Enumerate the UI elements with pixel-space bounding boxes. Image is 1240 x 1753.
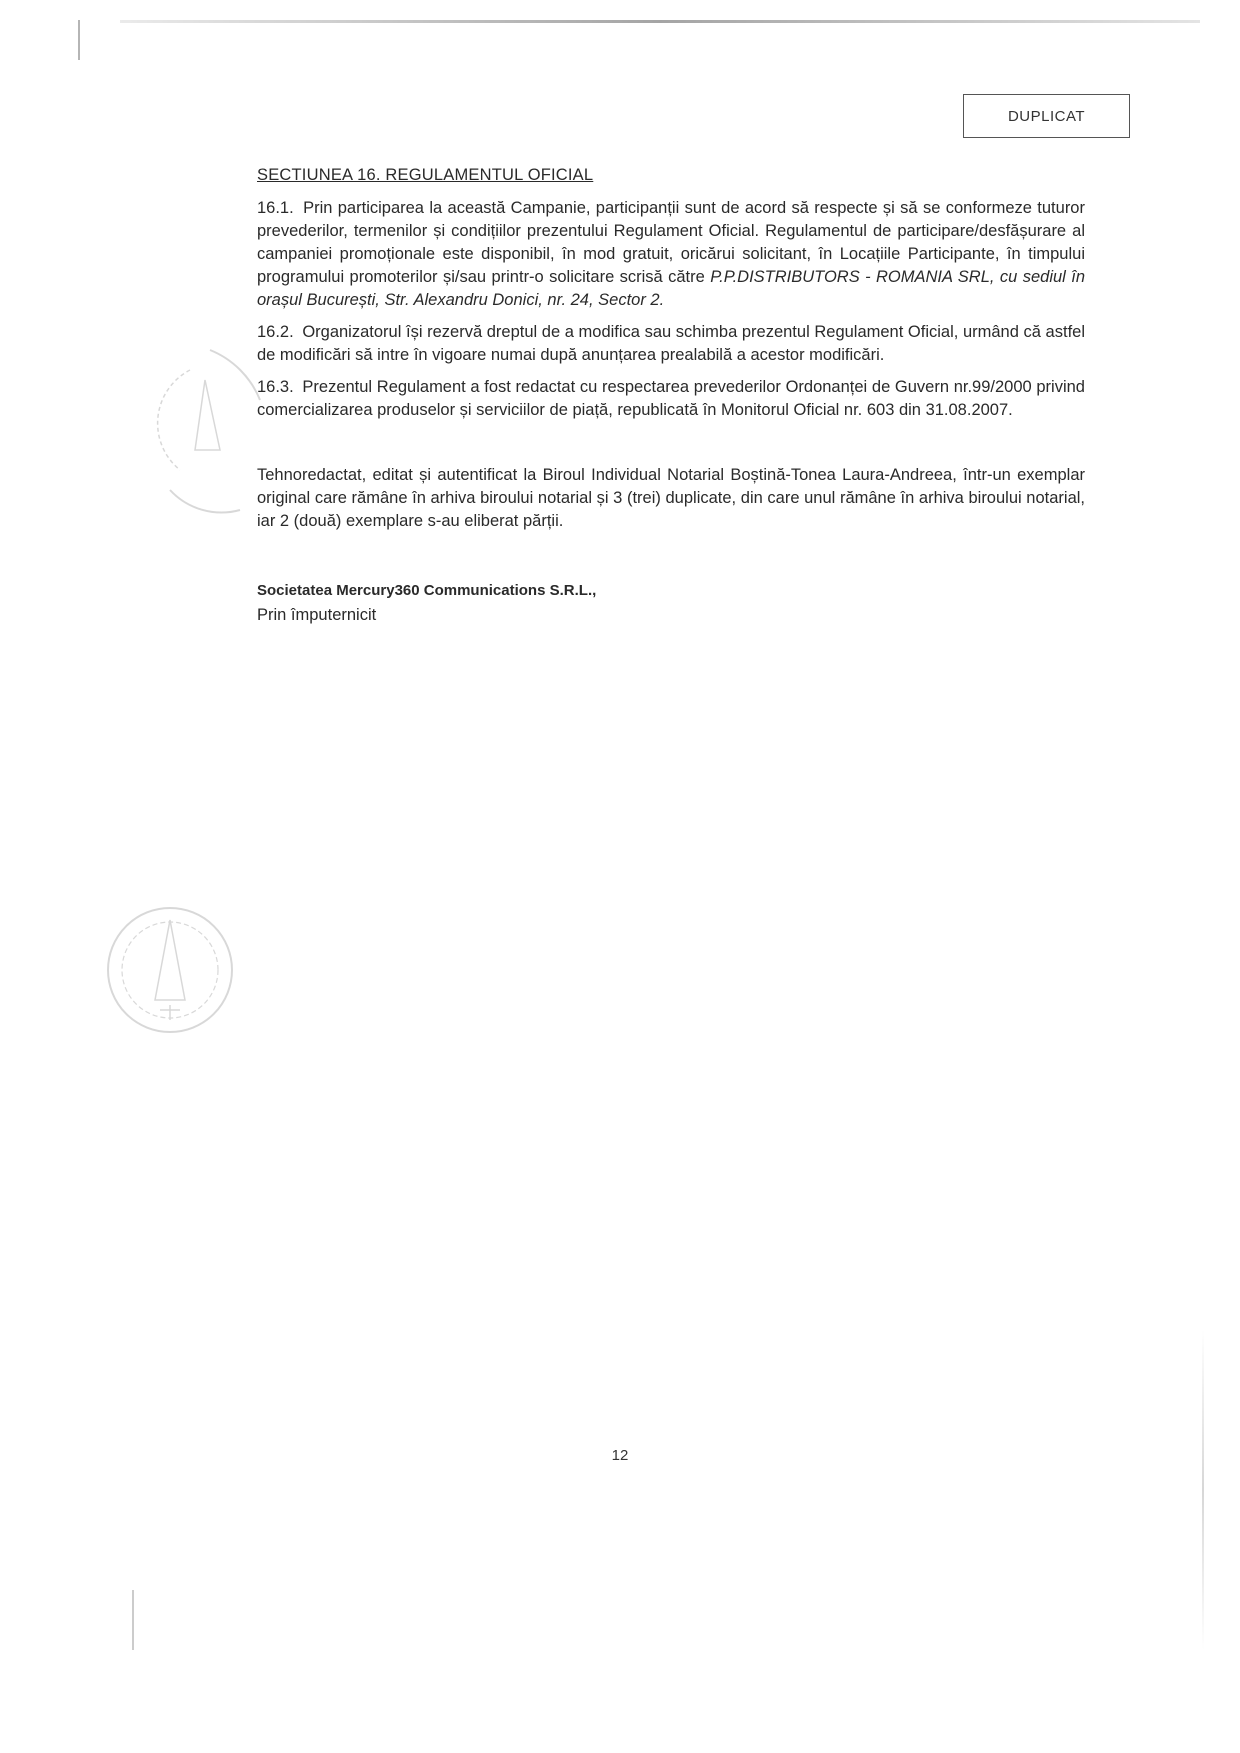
page-number: 12 [611, 1447, 629, 1464]
paragraph-16-3 [257, 376, 1085, 422]
paragraph-text: Organizatorul își rezervă dreptul de a modifica sau schimba prezentul Regulament Oficial, urmând că astfel de modificări să intre în vigoare numai după anunțarea prealabilă a acestor modificări. [257, 323, 1085, 364]
paragraph-text: Prezentul Regulament a fost redactat cu respectarea prevederilor Ordonanței de Guvern nr.99/2000 privind comercializarea produselor și serviciilor de piață, republicată în Monitorul Oficial nr. 603 din 31.08.2007. [257, 378, 1085, 419]
organizer-address: P.P.DISTRIBUTORS - ROMANIA SRL, cu sediul în orașul București, Str. Alexandru Donici, nr. 24, Sector 2. [257, 268, 1085, 309]
document-body [257, 164, 1085, 627]
scan-edge-top [120, 20, 1200, 23]
scan-edge-left-lower [132, 1590, 134, 1650]
paragraph-text: Prin participarea la această Campanie, participanții sunt de acord să respecte și să se conformeze tuturor prevederilor, termenilor și condițiilor prezentului Regulament Oficial. Regulamentul de participare/desfășurare al campaniei promoționale este disponibil, în mod gratuit, oricărui solicitant, în Locațiile Participante, în timpului programului promoterilor și/sau printr-o solicitare scrisă către [257, 199, 1085, 286]
paragraph-number: 16.1. [257, 199, 294, 217]
scan-edge-right [1202, 1330, 1204, 1650]
duplicate-stamp [963, 94, 1130, 138]
signature-block [257, 579, 1085, 627]
paragraph-number: 16.3. [257, 378, 294, 396]
scan-edge-left [78, 20, 80, 60]
signature-company: Societatea Mercury360 Communications S.R.L., [257, 582, 597, 599]
paragraph-number: 16.2. [257, 323, 294, 341]
notary-seal-icon [95, 880, 235, 1080]
section-title: SECTIUNEA 16. REGULAMENTUL OFICIAL [257, 166, 594, 184]
notary-seal-icon [150, 340, 270, 540]
signature-role: Prin împuternicit [257, 606, 377, 624]
duplicate-stamp-label: DUPLICAT [1007, 107, 1086, 125]
notarial-closing: Tehnoredactat, editat și autentificat la Biroul Individual Notarial Boștină-Tonea Laura-Andreea, într-un exemplar original care rămâne în arhiva biroului notarial și 3 (trei) duplicate, din care unul rămâne în arhiva biroului notarial, iar 2 (două) exemplare s-au eliberat părții. [257, 466, 1085, 530]
paragraph-16-2 [257, 321, 1085, 367]
paragraph-16-1 [257, 197, 1085, 312]
